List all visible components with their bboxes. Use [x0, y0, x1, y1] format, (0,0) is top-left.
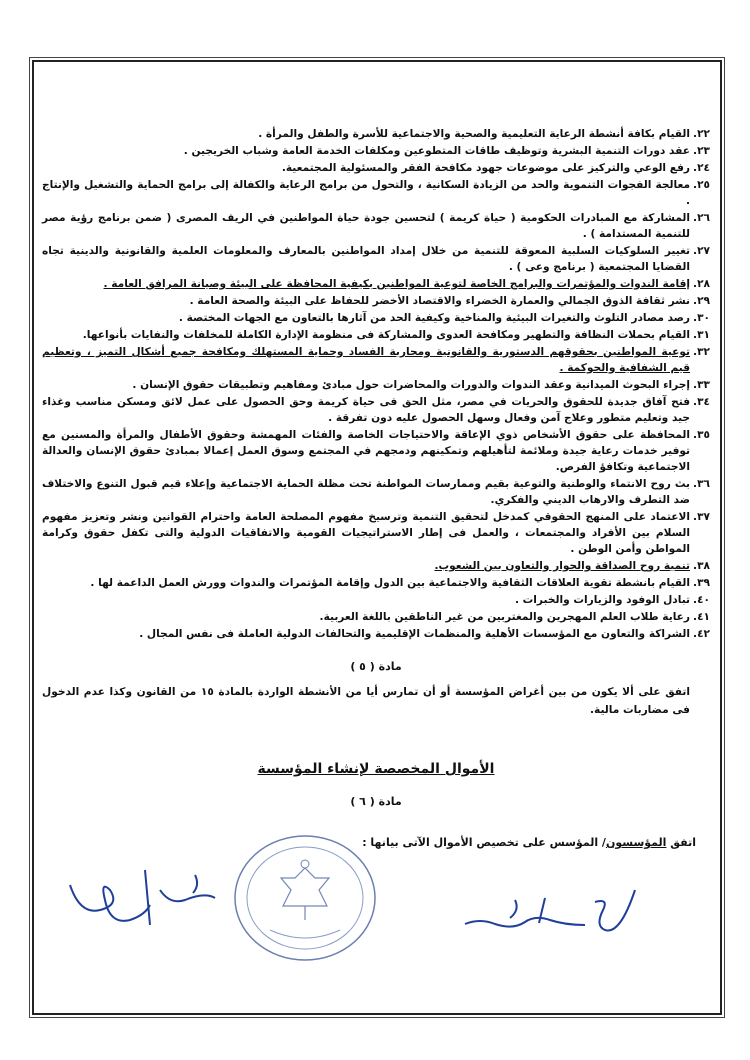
activity-number: ٣١.: [693, 329, 710, 341]
activity-number: ٢٥.: [693, 179, 710, 191]
activity-text: رصد مصادر التلوث والتغيرات البيئية والمناخية وكيفية الحد من آثارها بالتعاون مع الجهات المختصة .: [178, 312, 691, 324]
activity-number: ٢٨.: [693, 278, 710, 290]
activity-item: [42, 344, 710, 376]
activity-number: ٣٩.: [693, 577, 710, 589]
activity-item: [42, 276, 710, 292]
activity-item: [42, 427, 710, 475]
activity-item: [42, 476, 710, 508]
activity-text: إقامة الندوات والمؤتمرات والبرامج الخاصة لتوعية المواطنين بكيفية المحافظة على البيئة وصيانة المرافق العامة .: [103, 278, 691, 290]
activity-text: تغيير السلوكيات السلبية المعوقة للتنمية من خلال إمداد المواطنين بالمعارف والمعلومات العلمية والقانونية والدينية تجاه القضايا المجتمعية ( برنامج وعى ) .: [42, 245, 691, 273]
agree-rest: / المؤسس على تخصيص الأموال الآتى بيانها :: [362, 836, 606, 849]
official-seal-icon: [230, 830, 380, 965]
activity-number: ٣٨.: [693, 560, 710, 572]
agree-prefix: اتفق: [666, 836, 696, 849]
activity-item: [42, 210, 710, 242]
activity-item: [42, 243, 710, 275]
activity-item: [42, 126, 710, 142]
activity-item: [42, 509, 710, 557]
activity-text: رعاية طلاب العلم المهجرين والمغتربين من غير الناطقين باللغة العربية.: [319, 611, 691, 623]
article-5-title: مادة ( ٥ ): [350, 660, 402, 673]
activity-item: [42, 592, 710, 608]
activity-number: ٤١.: [693, 611, 710, 623]
activity-text: عقد دورات التنمية البشرية وتوظيف طاقات المتطوعين ومكلفات الخدمة العامة وشباب الخريجين .: [183, 145, 691, 157]
article-6-title: مادة ( ٦ ): [350, 795, 402, 808]
activity-item: [42, 377, 710, 393]
activity-number: ٢٧.: [693, 245, 710, 257]
activity-item: [42, 394, 710, 426]
activity-item: [42, 609, 710, 625]
activity-text: الاعتماد على المنهج الحقوقي كمدخل لتحقيق التنمية وترسيخ مفهوم المصلحة العامة واحترام القوانين ونشر وتعزيز مفهوم السلام بين الأفراد والمجتمعات ، والعمل فى إطار الاستراتيجيات القومية والاتفاقيات الدولية والتى تكفل حقوق وكرامة المواطن وأمن الوطن .: [42, 511, 691, 555]
activity-item: [42, 143, 710, 159]
section-title: الأموال المخصصة لإنشاء المؤسسة: [257, 761, 495, 777]
activity-text: الشراكة والتعاون مع المؤسسات الأهلية والمنظمات الإقليمية والتحالفات الدولية العاملة فى نفس المجال .: [139, 628, 691, 640]
activity-item: [42, 558, 710, 574]
activity-number: ٣٠.: [693, 312, 710, 324]
activity-item: [42, 160, 710, 176]
activity-text: تبادل الوفود والزيارات والخبرات .: [514, 594, 691, 606]
activity-text: رفع الوعي والتركيز على موضوعات جهود مكافحة الفقر والمسئولية المجتمعية.: [281, 162, 691, 174]
signature-right-icon: [445, 880, 645, 950]
activity-text: بث روح الانتماء والوطنية والتوعية بقيم وممارسات المواطنة تحت مظلة الحماية الاجتماعية وإعلاء قيم قبول التنوع والاختلاف ضد التطرف والارهاب الديني والفكري.: [42, 478, 691, 506]
activity-item: [42, 626, 710, 642]
activity-number: ٢٢.: [693, 128, 710, 140]
activity-text: نشر ثقافة الذوق الجمالي والعمارة الخضراء والاقتصاد الأخضر للحفاظ على البيئة والصحة العامة .: [189, 295, 691, 307]
activity-text: القيام بكافة أنشطة الرعاية التعليمية والصحية والاجتماعية للأسرة والطفل والمرأة .: [258, 128, 691, 140]
activity-text: معالجة الفجوات التنموية والحد من الزيادة السكانية ، والتحول من برامج الرعاية والكفالة إلى برامج الحماية والتشغيل والإنتاج .: [42, 179, 691, 207]
activity-number: ٣٦.: [693, 478, 710, 490]
activity-text: تنمية روح الصداقة والحوار والتعاون بين الشعوب.: [434, 560, 691, 572]
activity-item: [42, 293, 710, 309]
activity-number: ٢٩.: [693, 295, 710, 307]
activity-text: المحافظة على حقوق الأشخاص ذوي الإعاقة والاحتياجات الخاصة والفئات المهمشة وحقوق الأطفال والمرأة والمسنين مع توفير خدمات رعاية جيدة وملائمة لتأهيلهم وتمكينهم ودمجهم في المجتمع وسوق العمل إعمالا بمبادئ حقوق الإنسان والعدالة الاجتماعية وتكافؤ الفرص.: [42, 429, 691, 473]
document-body: [42, 126, 710, 849]
activity-item: [42, 310, 710, 326]
activities-list: [42, 126, 710, 642]
activity-number: ٣٥.: [693, 429, 710, 441]
activity-number: ٤٢.: [693, 628, 710, 640]
activity-number: ٢٦.: [693, 212, 710, 224]
activity-text: القيام بحملات النظافة والتطهير ومكافحة العدوى والمشاركة فى منظومة الإدارة الكاملة للمخلفات والنفايات بأنواعها.: [82, 329, 691, 341]
activity-text: توعية المواطنين بحقوقهم الدستورية والقانونية ومحاربة الفساد وحماية المستهلك ومكافحة جميع أشكال التميز ، وتعظيم قيم الشفافية والحوكمة .: [42, 346, 691, 374]
agree-founders: المؤسسون: [605, 836, 667, 849]
activity-number: ٢٤.: [693, 162, 710, 174]
activity-number: ٣٢.: [693, 346, 710, 358]
activity-text: القيام بانشطة تقوية العلاقات الثقافية والاجتماعية بين الدول وإقامة المؤتمرات والندوات وورش العمل الداعمة لها .: [90, 577, 691, 589]
activity-number: ٣٣.: [693, 379, 710, 391]
activity-item: [42, 177, 710, 209]
activity-item: [42, 575, 710, 591]
activity-number: ٣٧.: [693, 511, 710, 523]
activity-item: [42, 327, 710, 343]
activity-number: ٤٠.: [693, 594, 710, 606]
activity-text: المشاركة مع المبادرات الحكومية ( حياة كريمة ) لتحسين جودة حياة المواطنين في الريف المصرى ( ضمن برنامج رؤية مصر للتنمية المستدامة ) .: [42, 212, 691, 240]
activity-text: إجراء البحوث الميدانية وعقد الندوات والدورات والمحاضرات حول مبادئ ومفاهيم وتطبيقات حقوق الإنسان .: [132, 379, 691, 391]
article-5-text: اتفق على ألا يكون من بين أغراض المؤسسة أو أن تمارس أيا من الأنشطة الواردة بالمادة ١٥ من القانون وكذا عدم الدخول فى مضاربات مالية.: [42, 686, 690, 716]
activity-text: فتح آفاق جديدة للحقوق والحريات في مصر، مثل الحق فى حياة كريمة وحق الحصول على عمل لائق ومسكن مناسب وغذاء جيد وتعليم متطور وعلاج آمن وفعال وسهل الحصول عليه دون تفرقة .: [42, 396, 691, 424]
activity-number: ٣٤.: [693, 396, 710, 408]
activity-number: ٢٣.: [693, 145, 710, 157]
signature-left-icon: [60, 855, 230, 945]
